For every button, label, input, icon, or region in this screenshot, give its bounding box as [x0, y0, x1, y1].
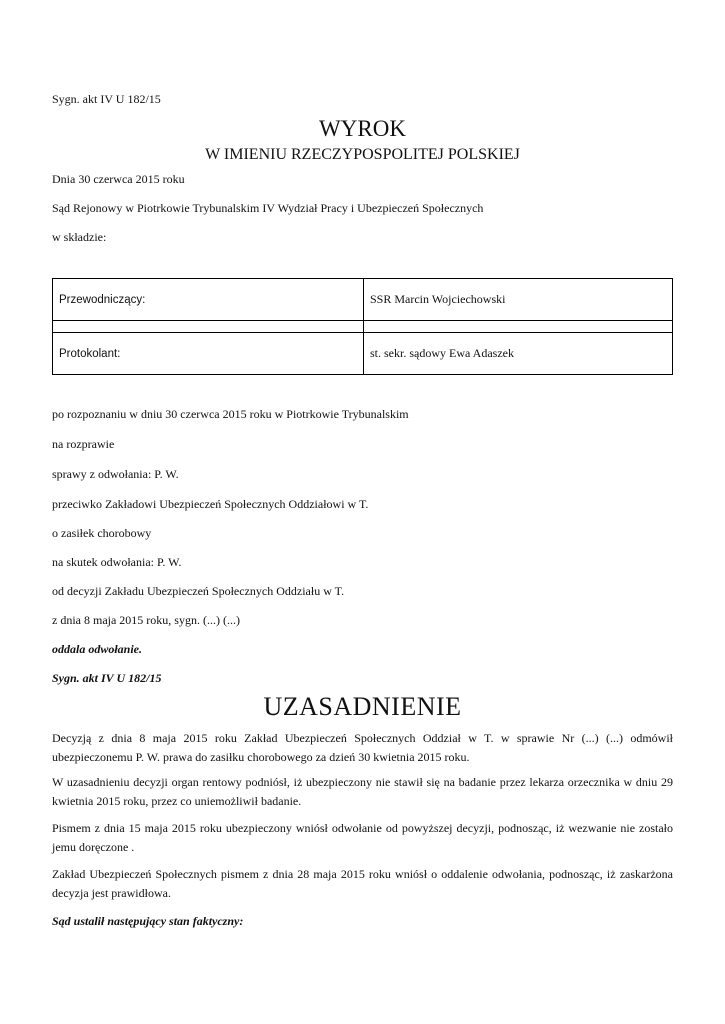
- table-row: [53, 333, 673, 375]
- person-cell: [364, 321, 673, 333]
- hearing-line: po rozpoznaniu w dniu 30 czerwca 2015 roku w Piotrkowie Trybunalskim: [52, 407, 409, 421]
- role-cell: Protokolant:: [53, 333, 364, 375]
- table-row: [53, 321, 673, 333]
- subject-line: o zasiłek chorobowy: [52, 526, 152, 540]
- document-title: WYROK: [319, 116, 406, 141]
- composition-intro: w składzie:: [52, 230, 107, 244]
- justification-paragraph: Pismem z dnia 15 maja 2015 roku ubezpieczony wniósł odwołanie od powyższej decyzji, podnosząc, iż wezwanie nie zostało jemu doręczone .: [52, 821, 673, 854]
- role-cell: [53, 321, 364, 333]
- justification-paragraph: Zakład Ubezpieczeń Społecznych pismem z dnia 28 maja 2015 roku wniósł o oddalenie odwołania, podnosząc, iż zaskarżona decyzja jest prawidłowa.: [52, 867, 673, 900]
- document-subtitle: W IMIENIU RZECZYPOSPOLITEJ POLSKIEJ: [205, 146, 520, 163]
- decision-date-line: z dnia 8 maja 2015 roku, sygn. (...) (...): [52, 613, 240, 627]
- appeal-party-line: sprawy z odwołania: P. W.: [52, 467, 179, 481]
- case-signature: Sygn. akt IV U 182/15: [52, 92, 161, 106]
- person-cell: SSR Marcin Wojciechowski: [364, 279, 673, 321]
- person-cell: st. sekr. sądowy Ewa Adaszek: [364, 333, 673, 375]
- ruling-line: oddala odwołanie.: [52, 642, 143, 656]
- decision-from-line: od decyzji Zakładu Ubezpieczeń Społecznych Oddziału w T.: [52, 584, 345, 598]
- court-name: Sąd Rejonowy w Piotrkowie Trybunalskim IV Wydział Pracy i Ubezpieczeń Społecznych: [52, 201, 484, 215]
- signature-repeat: Sygn. akt IV U 182/15: [52, 671, 162, 685]
- composition-table: [52, 278, 673, 375]
- role-cell: Przewodniczący:: [53, 279, 364, 321]
- justification-title: UZASADNIENIE: [263, 692, 462, 721]
- justification-paragraph: Decyzją z dnia 8 maja 2015 roku Zakład Ubezpieczeń Społecznych Oddział w T. w sprawie Nr (...) (...) odmówił ubezpieczonemu P. W. prawa do zasiłku chorobowego za dzień 30 kwietnia 2015 roku.: [52, 731, 673, 764]
- judgment-date: Dnia 30 czerwca 2015 roku: [52, 172, 185, 186]
- table-row: [53, 279, 673, 321]
- due-to-line: na skutek odwołania: P. W.: [52, 555, 182, 569]
- against-line: przeciwko Zakładowi Ubezpieczeń Społecznych Oddziałowi w T.: [52, 497, 369, 511]
- session-line: na rozprawie: [52, 437, 115, 451]
- justification-paragraph: W uzasadnieniu decyzji organ rentowy podniósł, iż ubezpieczony nie stawił się na badanie przez lekarza orzecznika w dniu 29 kwietnia 2015 roku, przez co uniemożliwił badanie.: [52, 775, 673, 808]
- facts-heading: Sąd ustalił następujący stan faktyczny:: [52, 914, 244, 928]
